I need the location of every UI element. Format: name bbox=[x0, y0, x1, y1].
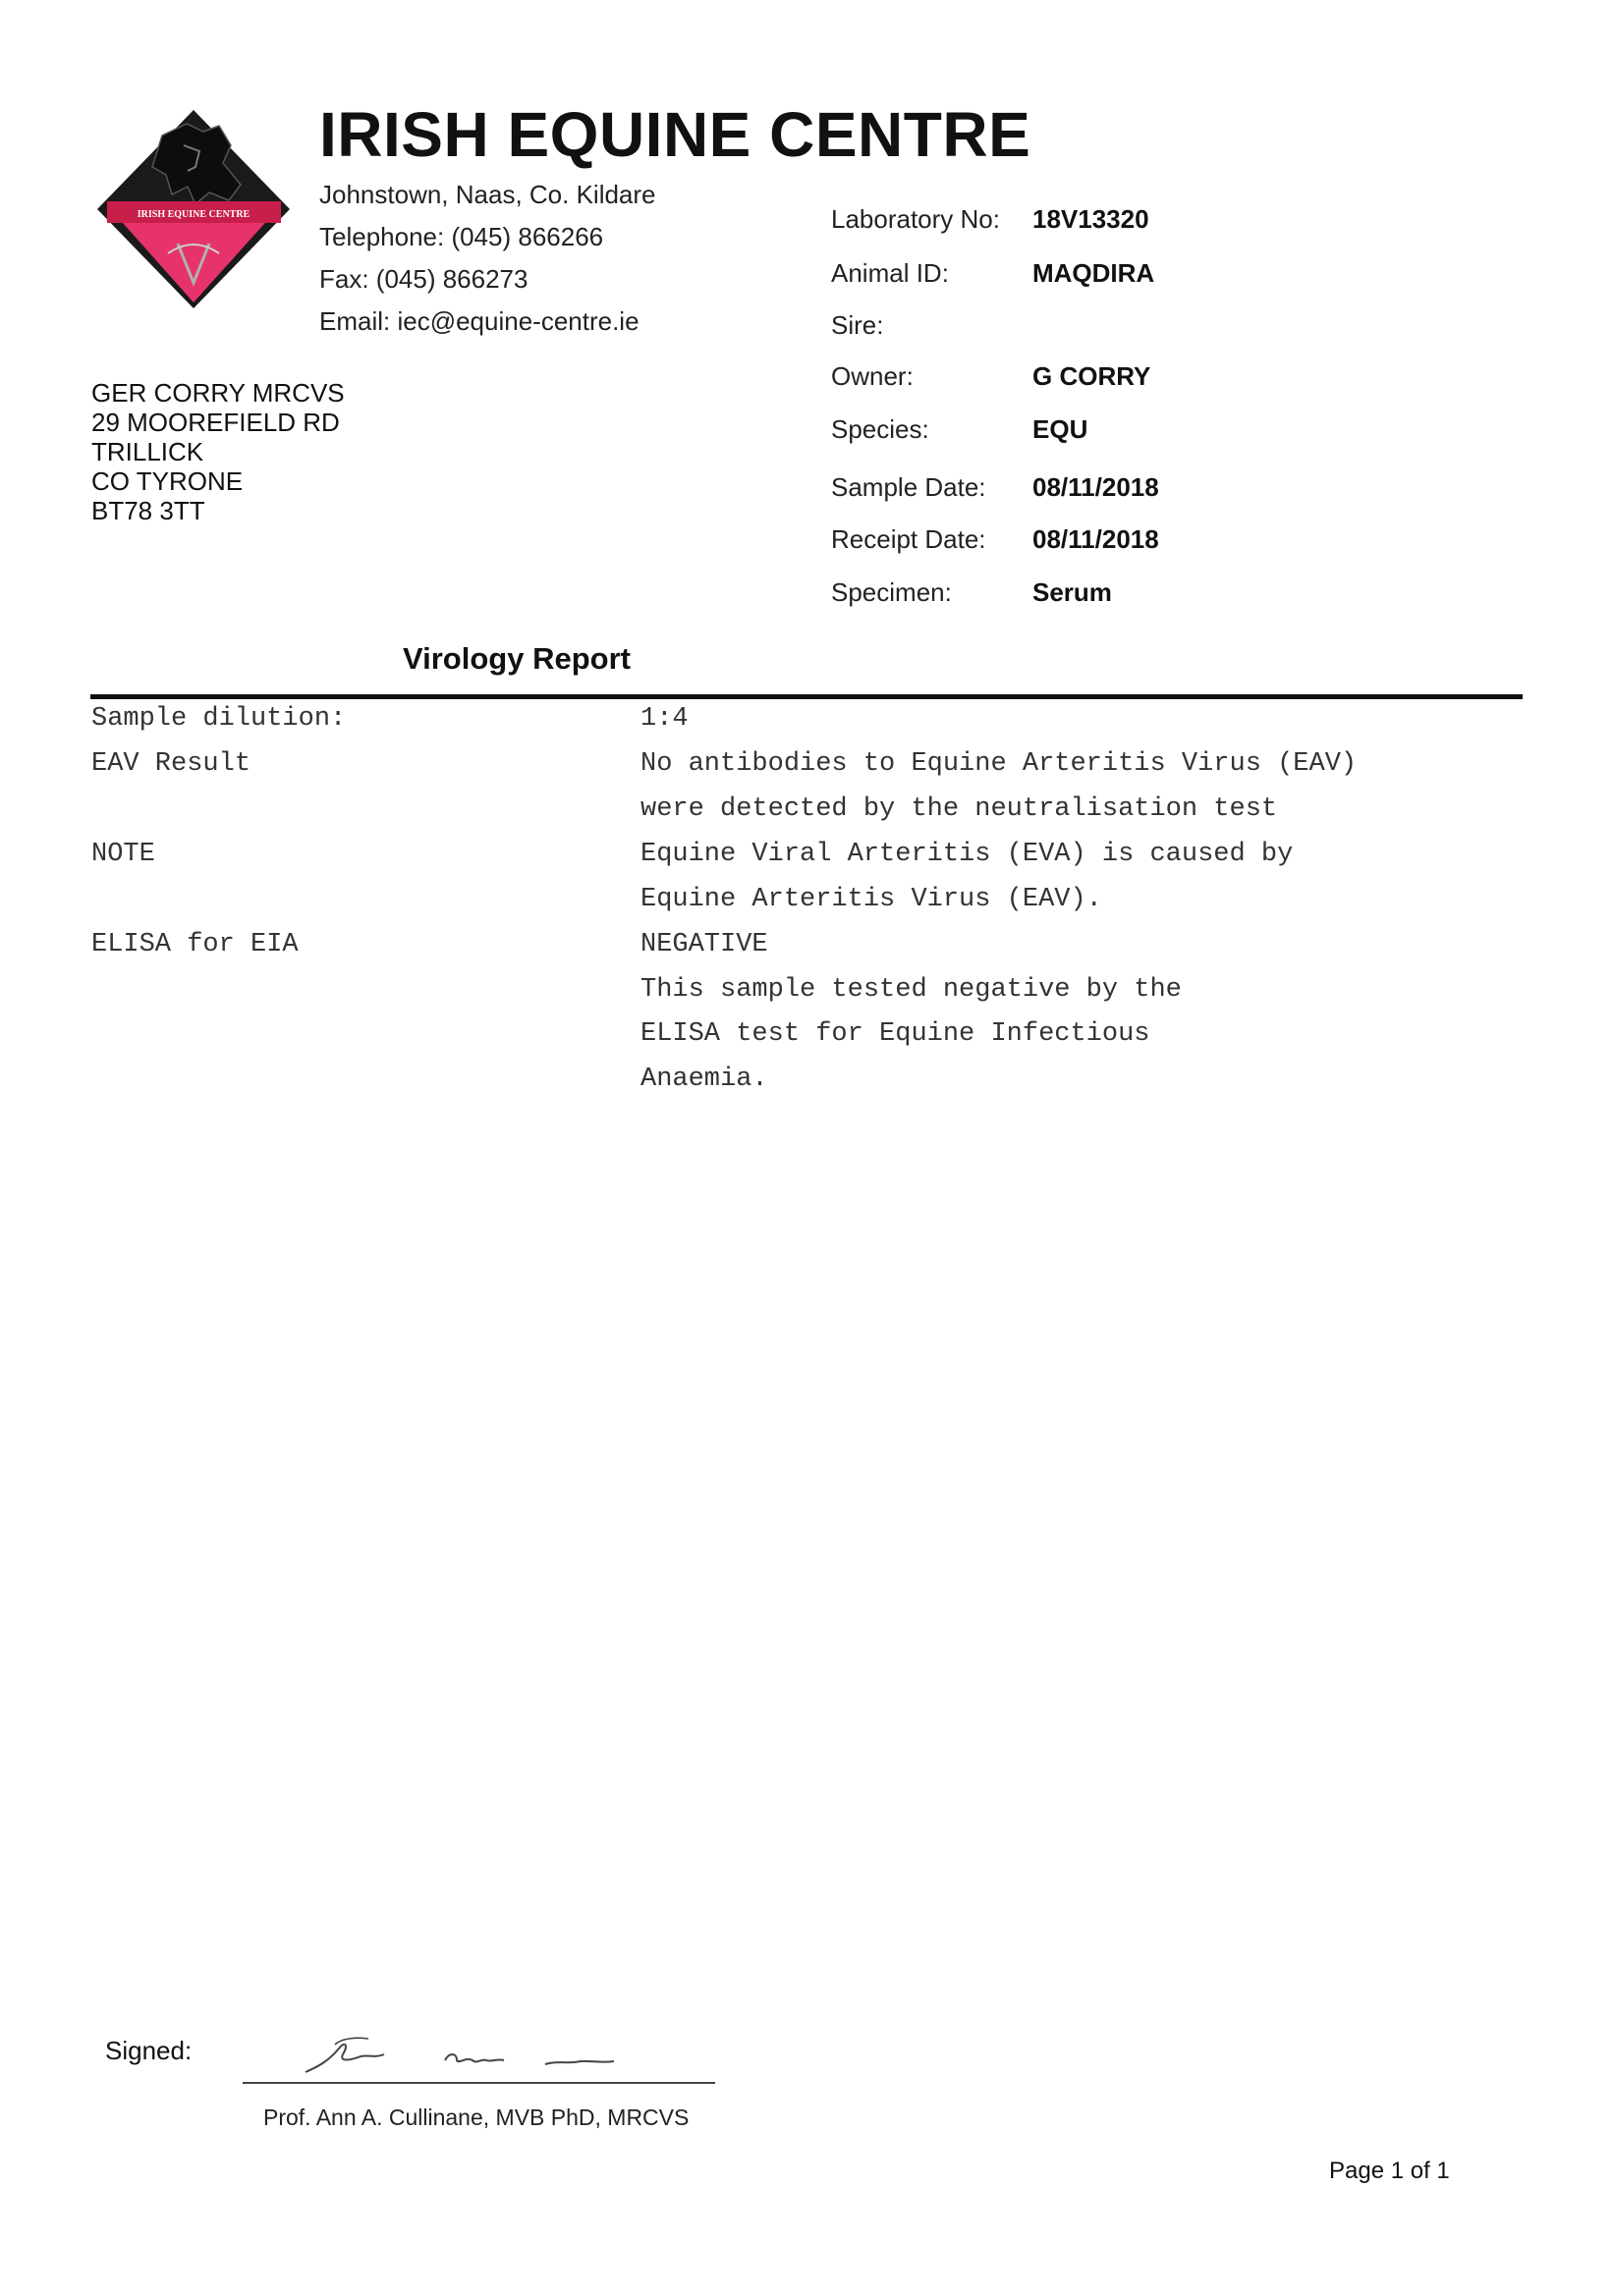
specimen-value: Serum bbox=[1032, 577, 1112, 607]
sire-label: Sire: bbox=[831, 310, 884, 340]
result-value-elisa-line: NEGATIVE bbox=[640, 930, 768, 959]
lab-no-value: 18V13320 bbox=[1032, 204, 1149, 234]
signature-graphic bbox=[300, 2031, 634, 2080]
recipient-line: BT78 3TT bbox=[91, 496, 205, 525]
owner-label: Owner: bbox=[831, 361, 914, 391]
result-label-eav: EAV Result bbox=[91, 749, 251, 779]
logo-graphic bbox=[93, 106, 295, 312]
org-name: IRISH EQUINE CENTRE bbox=[319, 99, 1031, 170]
result-value-dilution: 1:4 bbox=[640, 704, 689, 734]
org-telephone: Telephone: (045) 866266 bbox=[319, 222, 604, 251]
recipient-line: TRILLICK bbox=[91, 437, 204, 466]
animal-id-label: Animal ID: bbox=[831, 258, 949, 288]
signature-line bbox=[243, 2082, 715, 2084]
owner-value: G CORRY bbox=[1032, 361, 1151, 391]
result-value-note-line: Equine Arteritis Virus (EAV). bbox=[640, 885, 1102, 914]
signatory-name: Prof. Ann A. Cullinane, MVB PhD, MRCVS bbox=[263, 2105, 690, 2130]
species-label: Species: bbox=[831, 414, 929, 444]
result-value-elisa-line: This sample tested negative by the bbox=[640, 975, 1182, 1005]
title-divider bbox=[90, 694, 1523, 699]
page-number: Page 1 of 1 bbox=[1329, 2158, 1450, 2184]
specimen-label: Specimen: bbox=[831, 577, 952, 607]
signature bbox=[300, 2031, 634, 2080]
result-value-elisa-line: ELISA test for Equine Infectious bbox=[640, 1019, 1150, 1049]
species-value: EQU bbox=[1032, 414, 1088, 444]
logo-band-text: IRISH EQUINE CENTRE bbox=[137, 209, 250, 220]
recipient-line: GER CORRY MRCVS bbox=[91, 378, 345, 408]
sample-date-label: Sample Date: bbox=[831, 472, 986, 502]
result-label-elisa: ELISA for EIA bbox=[91, 930, 299, 959]
result-value-note-line: Equine Viral Arteritis (EVA) is caused by bbox=[640, 840, 1294, 869]
sample-date-value: 08/11/2018 bbox=[1032, 472, 1159, 502]
recipient-address bbox=[91, 378, 345, 525]
signed-label: Signed: bbox=[105, 2036, 193, 2065]
org-fax: Fax: (045) 866273 bbox=[319, 264, 528, 294]
result-value-eav-line: were detected by the neutralisation test bbox=[640, 794, 1278, 824]
animal-id-value: MAQDIRA bbox=[1032, 258, 1155, 288]
logo bbox=[93, 106, 295, 312]
org-address: Johnstown, Naas, Co. Kildare bbox=[319, 180, 656, 209]
recipient-line: 29 MOOREFIELD RD bbox=[91, 408, 340, 437]
receipt-date-label: Receipt Date: bbox=[831, 524, 986, 554]
result-label-dilution: Sample dilution: bbox=[91, 704, 347, 734]
receipt-date-value: 08/11/2018 bbox=[1032, 524, 1159, 554]
result-value-elisa-line: Anaemia. bbox=[640, 1065, 768, 1094]
result-value-eav-line: No antibodies to Equine Arteritis Virus (EAV) bbox=[640, 749, 1358, 779]
report-title: Virology Report bbox=[403, 641, 631, 676]
result-label-note: NOTE bbox=[91, 840, 155, 869]
lab-no-label: Laboratory No: bbox=[831, 204, 1000, 234]
org-email[interactable]: Email: iec@equine-centre.ie bbox=[319, 306, 640, 336]
recipient-line: CO TYRONE bbox=[91, 466, 244, 496]
